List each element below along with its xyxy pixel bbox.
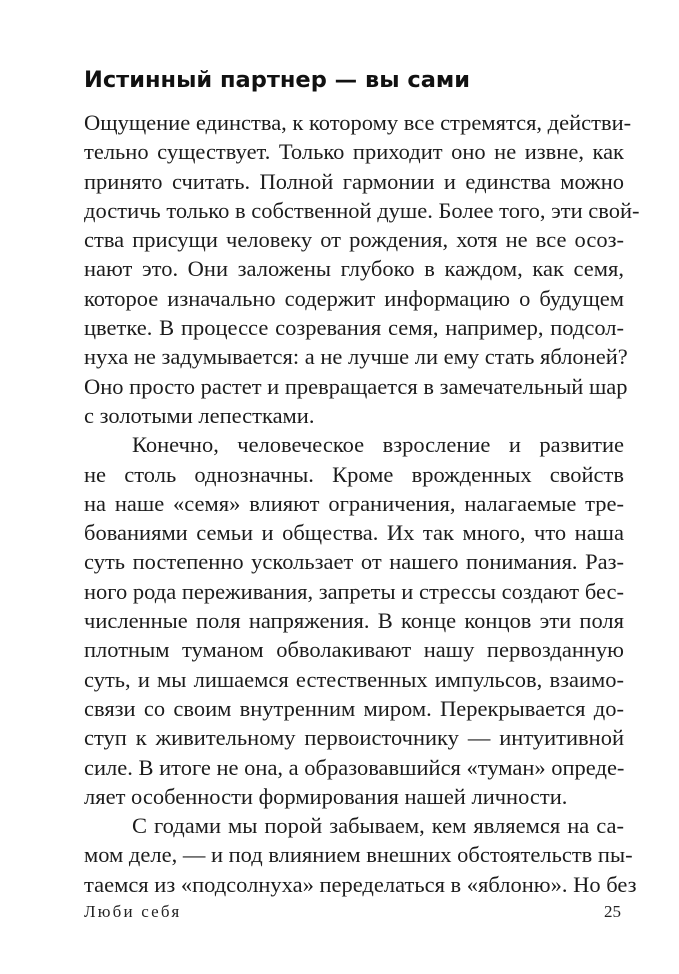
text-line: бованиями семьи и общества. Их так много, что наша: [84, 520, 624, 546]
text-line: суть постепенно ускользает от нашего понимания. Раз-: [84, 549, 624, 575]
text-line: с золотыми лепестками.: [84, 402, 315, 428]
text-line: ступ к живительному первоисточнику — интуитивной: [84, 725, 624, 751]
text-line: тельно существует. Только приходит оно не извне, как: [84, 139, 624, 165]
text-line: принято считать. Полной гармонии и единства можно: [84, 168, 624, 194]
text-line: которое изначально содержит информацию о будущем: [84, 285, 624, 311]
running-footer-title: Люби себя: [84, 902, 182, 921]
text-line: ного рода переживания, запреты и стрессы создают бес-: [84, 578, 624, 604]
body-text: [84, 108, 640, 899]
text-line: ства присущи человеку от рождения, хотя не все осоз-: [84, 227, 624, 253]
text-line: численные поля напряжения. В конце концов эти поля: [84, 608, 624, 634]
text-line: цветке. В процессе созревания семя, например, подсол-: [84, 315, 624, 341]
page-number: 25: [604, 902, 621, 921]
text-line: Оно просто растет и превращается в замечательный шар: [84, 373, 628, 399]
text-line: связи со своим внутренним миром. Перекрывается до-: [84, 695, 624, 721]
text-line: суть, и мы лишаемся естественных импульсов, взаимо-: [84, 666, 624, 692]
text-line: не столь однозначны. Кроме врожденных свойств: [84, 461, 624, 487]
text-line: нуха не задумывается: а не лучше ли ему стать яблоней?: [84, 344, 628, 370]
text-line: плотным туманом обволакивают нашу первозданную: [84, 637, 624, 663]
text-line: силе. В итоге не она, а образовавшийся «туман» опреде-: [84, 754, 625, 780]
text-line: нают это. Они заложены глубоко в каждом, как семя,: [84, 256, 624, 282]
text-line: таемся из «подсолнуха» переделаться в «яблоню». Но без: [84, 871, 637, 897]
text-line: С годами мы порой забываем, кем являемся на са-: [132, 813, 624, 839]
text-line: мом деле, — и под влиянием внешних обстоятельств пы-: [84, 842, 633, 868]
text-line: Ощущение единства, к которому все стремятся, действи-: [84, 110, 632, 135]
section-heading: Истинный партнер — вы сами: [84, 67, 471, 93]
text-line: ляет особенности формирования нашей личности.: [84, 783, 568, 809]
text-line: Конечно, человеческое взросление и развитие: [132, 432, 624, 458]
text-line: достичь только в собственной душе. Более того, эти свой-: [84, 197, 640, 223]
text-line: на наше «семя» влияют ограничения, налагаемые тре-: [84, 490, 624, 516]
